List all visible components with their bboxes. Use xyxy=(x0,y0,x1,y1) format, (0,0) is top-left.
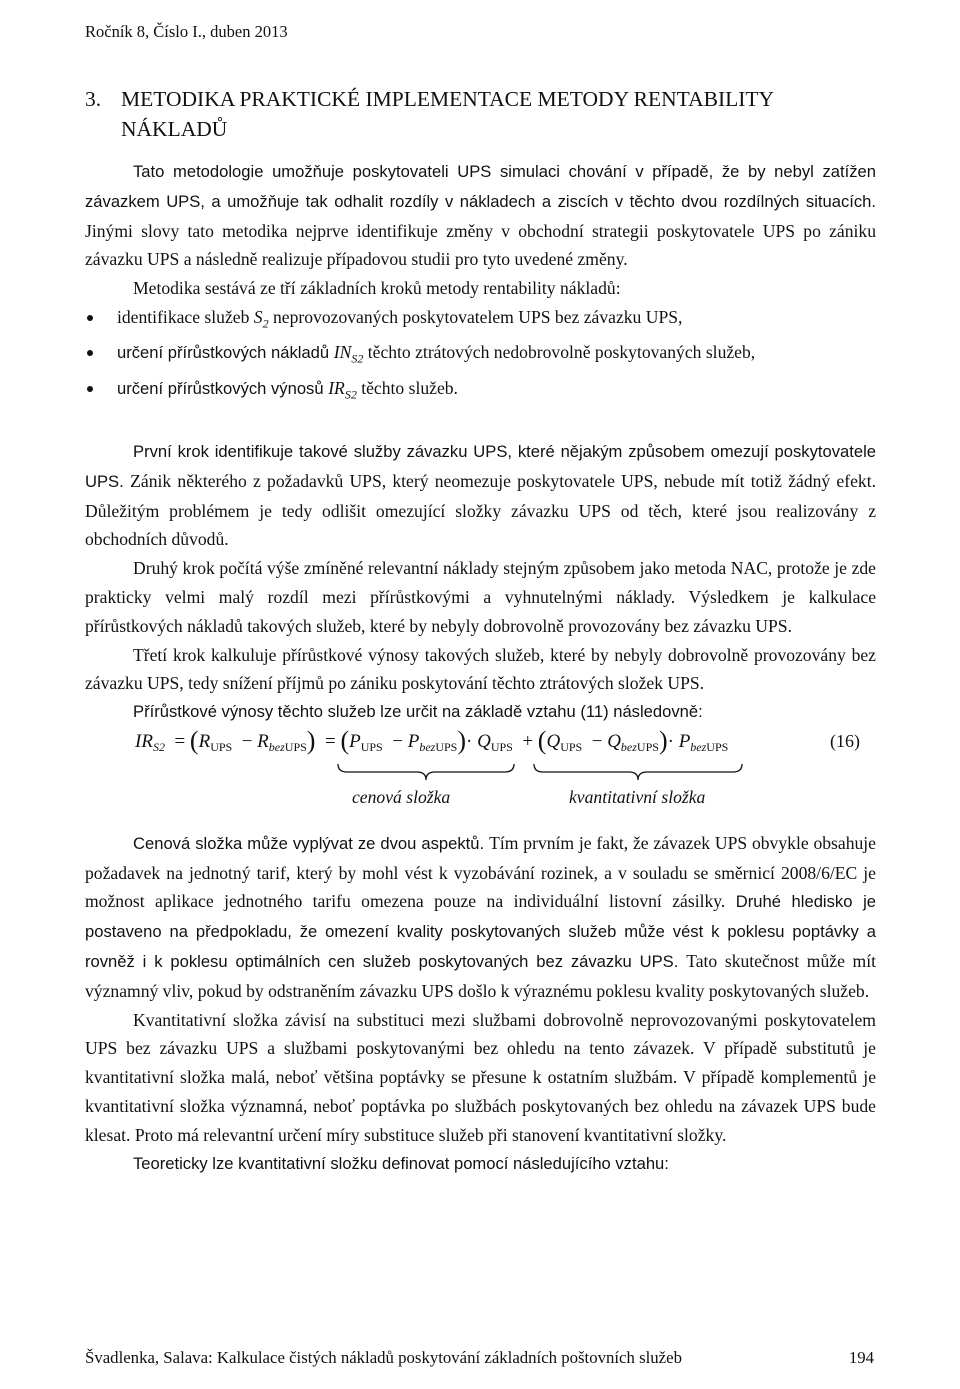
list-item-text: identifikace služeb xyxy=(117,306,254,327)
eq-subscript: UPS xyxy=(210,739,233,754)
eq-r-symbol: R xyxy=(257,730,269,752)
steps-list xyxy=(85,303,876,409)
eq-q-symbol: Q xyxy=(477,730,491,752)
paragraph-quantity-component xyxy=(85,1006,876,1150)
eq-subscript: bez xyxy=(620,739,637,754)
label-quantity-component: kvantitativní složka xyxy=(569,786,706,807)
first-step-sentence-2: Zánik některého z požadavků UPS, který neomezuje poskytovatele UPS, nebude mít totiž žádný efekt. xyxy=(130,470,876,491)
eq-subscript: UPS xyxy=(706,739,729,754)
eq-subscript: bez xyxy=(690,739,707,754)
eq-p-symbol: P xyxy=(349,730,361,752)
list-item-text: těchto služeb. xyxy=(356,377,458,398)
paragraph-theory: Teoreticky lze kvantitativní složku definovat pomocí následujícího vztahu: xyxy=(133,1153,669,1173)
list-item-text: těchto ztrátových nedobrovolně poskytovaných služeb, xyxy=(363,342,756,363)
running-head: Ročník 8, Číslo I., duben 2013 xyxy=(85,22,288,41)
first-step-sentence-1: První krok identifikuje takové služby závazku UPS, které nějakým způsobem omezují poskytovatele UPS. xyxy=(85,441,876,491)
eq-subscript: UPS xyxy=(284,739,307,754)
list-item xyxy=(85,374,876,409)
paragraph-intro xyxy=(85,157,876,274)
paragraph-price-component xyxy=(85,829,876,1006)
list-item-subscript: S2 xyxy=(351,351,364,366)
first-step-sentence-3: Důležitým problémem je tedy odlišit omezující složky závazku UPS od těch, které jsou realizovány z obchodních důvodů. xyxy=(85,500,876,550)
eq-subscript: UPS xyxy=(490,739,513,754)
price-sentence-2: Tím prvním je fakt, že závazek UPS obvykle obsahuje požadavek na jednotný tarif, který by mohl vést k vyzobávání rozinek, a v souladu se směrnicí 2008/6/EC je možnost aplikace jednotného tarifu omezena pouze na individuální listovní zásilky. xyxy=(85,832,876,912)
page-number: 194 xyxy=(848,1348,874,1367)
eq-p-symbol: P xyxy=(407,730,420,752)
price-sentence-1: Cenová složka může vyplývat ze dvou aspektů. xyxy=(133,833,490,853)
list-item-text: určení přírůstkových nákladů xyxy=(117,343,334,363)
section-title-line2: NÁKLADŮ xyxy=(121,117,228,141)
eq-subscript: UPS xyxy=(435,739,458,754)
list-item-subscript: S2 xyxy=(344,387,357,402)
intro-sentence-1: Tato metodologie umožňuje poskytovateli UPS simulaci chování v případě, že by nebyl zatížen závazkem UPS, a umožňuje tak odhalit rozdíly v nákladech a ziscích v těchto dvou rozdílných situacích. xyxy=(85,162,876,211)
equation-16 xyxy=(85,727,876,815)
eq-lhs-symbol: IR xyxy=(135,730,153,752)
section-title xyxy=(85,84,885,144)
equation-number: (16) xyxy=(830,730,860,751)
list-item-subscript: 2 xyxy=(262,316,269,331)
eq-subscript: UPS xyxy=(360,739,383,754)
eq-r-symbol: R xyxy=(198,730,211,752)
paragraph-third-step: Třetí krok kalkuluje přírůstkové výnosy takových služeb, které by nebyly dobrovolně provozovány bez závazku UPS, tedy snížení příjmů po zániku poskytování těchto ztrátových složek UPS. xyxy=(85,644,876,694)
paragraph-steps-intro: Metodika sestává ze tří základních kroků metody rentability nákladů: xyxy=(133,278,621,299)
equation: $IR_{S2} = (R_{UPS} - R_{bezUPS}) = (P_{UPS} - P_{bezUPS})\cdot Q_{UPS} + (Q_{UPS} - Q_{bezUPS})\cdot P_{bezUPS}$ xyxy=(135,725,729,755)
paragraph-first-step xyxy=(85,437,876,554)
list-item-symbol: S xyxy=(253,306,263,327)
list-item-symbol: IN xyxy=(333,342,352,363)
section-title-line1: METODIKA PRAKTICKÉ IMPLEMENTACE METODY RENTABILITY xyxy=(121,87,775,111)
paragraph-formula-intro: Přírůstkové výnosy těchto služeb lze určit na základě vztahu (11) následovně: xyxy=(133,702,703,722)
label-price-component: cenová složka xyxy=(352,786,451,807)
list-item-symbol: IR xyxy=(328,377,345,398)
list-item xyxy=(85,303,876,338)
eq-subscript: bez xyxy=(419,739,436,754)
quantity-sentence-1: Kvantitativní složka závisí na substituci mezi službami dobrovolně neprovozovanými poskytovatelem UPS bez závazku UPS a službami poskytovanými bez ohledu na tento závazek. xyxy=(85,1009,876,1059)
eq-q-symbol: Q xyxy=(607,730,621,752)
eq-subscript: UPS xyxy=(560,739,583,754)
list-item-text: určení přírůstkových výnosů xyxy=(117,378,329,398)
page-footer xyxy=(85,1348,876,1368)
brace-quantity xyxy=(533,763,743,781)
section-number: 3. xyxy=(85,87,102,111)
intro-sentence-2: Jinými slovy tato metodika nejprve identifikuje změny v obchodní strategii poskytovatele UPS po zániku závazku UPS a následně realizuje případovou studii pro tyto uvedené změny. xyxy=(85,220,876,270)
footer-citation: Švadlenka, Salava: Kalkulace čistých nákladů poskytování základních poštovních služeb xyxy=(85,1348,682,1367)
eq-q-symbol: Q xyxy=(546,730,561,752)
body-text xyxy=(85,157,876,1178)
brace-price xyxy=(337,763,515,781)
list-item-text: neprovozovaných poskytovatelem UPS bez závazku UPS, xyxy=(268,306,683,327)
eq-subscript: UPS xyxy=(636,739,659,754)
eq-subscript: bez xyxy=(268,739,285,754)
eq-p-symbol: P xyxy=(678,730,691,752)
quantity-sentence-2: V případě substitutů je kvantitativní složka malá, neboť většina poptávky se přesune k ostatním službám. V případě komplementů je kvantitativní složka významná, neboť poptávka po službách poskytovaných bez ohledu na závazek UPS bude klesat. Proto má relevantní určení míry substituce služeb při stanovení kvantitativní složky. xyxy=(85,1038,876,1145)
eq-lhs-subscript: S2 xyxy=(152,739,165,754)
list-item xyxy=(85,338,876,373)
paragraph-second-step: Druhý krok počítá výše zmíněné relevantní náklady stejným způsobem jako metoda NAC, protože je zde prakticky velmi malý rozdíl mezi přírůstkovými a vyhnutelnými náklady. Výsledkem je kalkulace přírůstkových nákladů takových služeb, které by nebyly dobrovolně provozovány bez závazku UPS. xyxy=(85,558,876,636)
price-sentence-3: Druhé hledisko je postaveno na předpokladu, že omezení kvality poskytovaných služeb může vést k poklesu poptávky a rovněž i k poklesu optimálních cen služeb poskytovaných bez závazku UPS. xyxy=(85,892,876,972)
price-sentence-4: Tato skutečnost může mít významný vliv, pokud by odstraněním závazku UPS došlo k výraznému poklesu kvality poskytovaných služeb. xyxy=(85,951,876,1001)
